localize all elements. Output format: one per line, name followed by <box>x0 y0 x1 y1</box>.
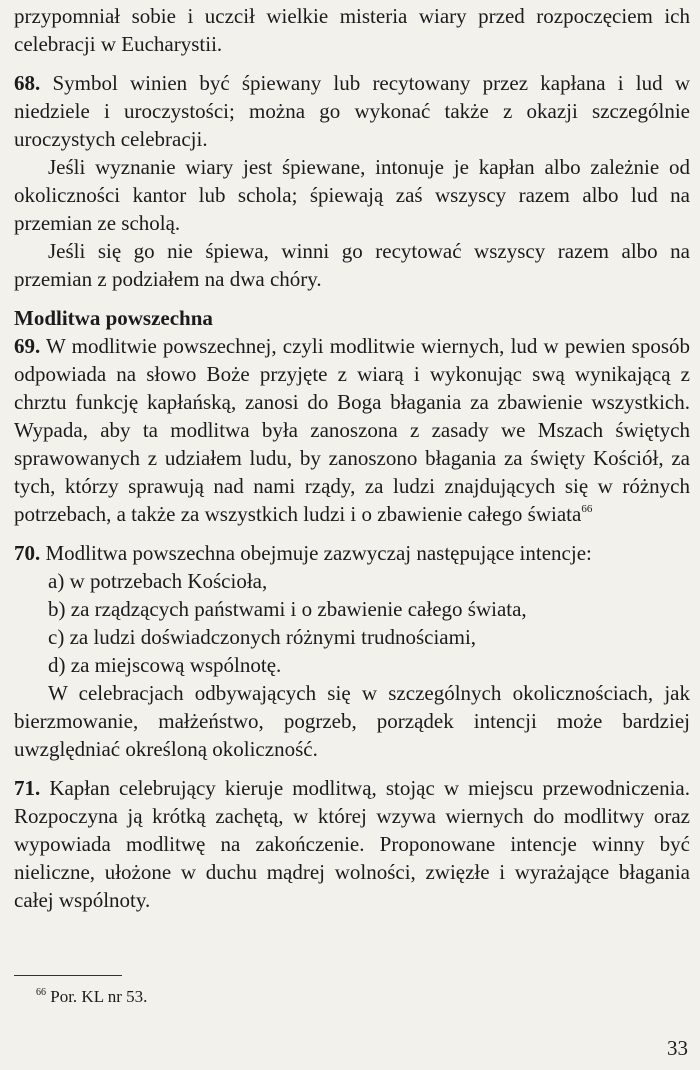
paragraph-70-sub: W celebracjach odbywających się w szczególnych okolicznościach, jak bierzmowanie, małżeństwo, pogrzeb, porządek intencji może bardziej uwzględniać określoną okoliczność. <box>14 681 690 761</box>
paragraph-text: Modlitwa powszechna obejmuje zazwyczaj następujące intencje: <box>45 541 592 565</box>
list-item: c) za ludzi doświadczonych różnymi trudnościami, <box>48 625 477 649</box>
footnote-text: Por. KL nr 53. <box>50 987 148 1006</box>
footnote-divider <box>14 975 122 976</box>
footnote-reference[interactable]: 66 <box>581 503 593 515</box>
paragraph-number: 69. <box>14 334 41 358</box>
paragraph-71 <box>14 774 690 914</box>
footnote <box>36 986 147 1008</box>
paragraph-text: Symbol winien być śpiewany lub recytowany przez kapłana i lud w niedziele i uroczystości; można go wykonać także z okazji szczególnie uroczystych celebracji. <box>14 71 690 151</box>
paragraph-70 <box>14 539 690 567</box>
paragraph-number: 68. <box>14 71 41 95</box>
paragraph-68-sub-2: Jeśli się go nie śpiewa, winni go recytować wszyscy razem albo na przemian z podziałem na dwa chóry. <box>14 239 690 291</box>
footnote-marker: 66 <box>36 987 46 998</box>
page-number: 33 <box>667 1036 688 1060</box>
paragraph-number: 70. <box>14 541 41 565</box>
paragraph-number: 71. <box>14 776 41 800</box>
list-item: b) za rządzących państwami i o zbawienie całego świata, <box>48 597 527 621</box>
paragraph-text: W modlitwie powszechnej, czyli modlitwie wiernych, lud w pewien sposób odpowiada na słowo Boże przyjęte z wiarą i wykonując swą wynikającą z chrztu funkcję kapłańską, zanosi do Boga błagania za zbawienie wszystkich. Wypada, aby ta modlitwa była zanoszona z zasady we Mszach świętych sprawowanych z udziałem ludu, by zanoszono błagania za święty Kościół, za tych, którzy sprawują nad nami rządy, za ludzi znajdujących się w różnych potrzebach, a także za wszystkich ludzi i o zbawienie całego świata <box>14 334 690 526</box>
section-heading: Modlitwa powszechna <box>14 306 213 330</box>
list-item: a) w potrzebach Kościoła, <box>48 569 268 593</box>
paragraph-text: Kapłan celebrujący kieruje modlitwą, stojąc w miejscu przewodniczenia. Rozpoczyna ją krótką zachętą, w której wzywa wiernych do modlitwy oraz wypowiada modlitwę na zakończenie. Proponowane intencje winny być nieliczne, ułożone w duchu mądrej wolności, zwięzłe i wyrażające błagania całej wspólnoty. <box>14 776 690 912</box>
paragraph-67-continuation: przypomniał sobie i uczcił wielkie misteria wiary przed rozpoczęciem ich celebracji w Eucharystii. <box>14 4 690 56</box>
list-item: d) za miejscową wspólnotę. <box>48 653 282 677</box>
paragraph-69 <box>14 332 690 528</box>
body-text <box>14 2 690 914</box>
paragraph-68-sub-1: Jeśli wyznanie wiary jest śpiewane, intonuje je kapłan albo zależnie od okoliczności kantor lub schola; śpiewają zaś wszyscy razem albo lud na przemian ze scholą. <box>14 155 690 235</box>
paragraph-68 <box>14 69 690 153</box>
